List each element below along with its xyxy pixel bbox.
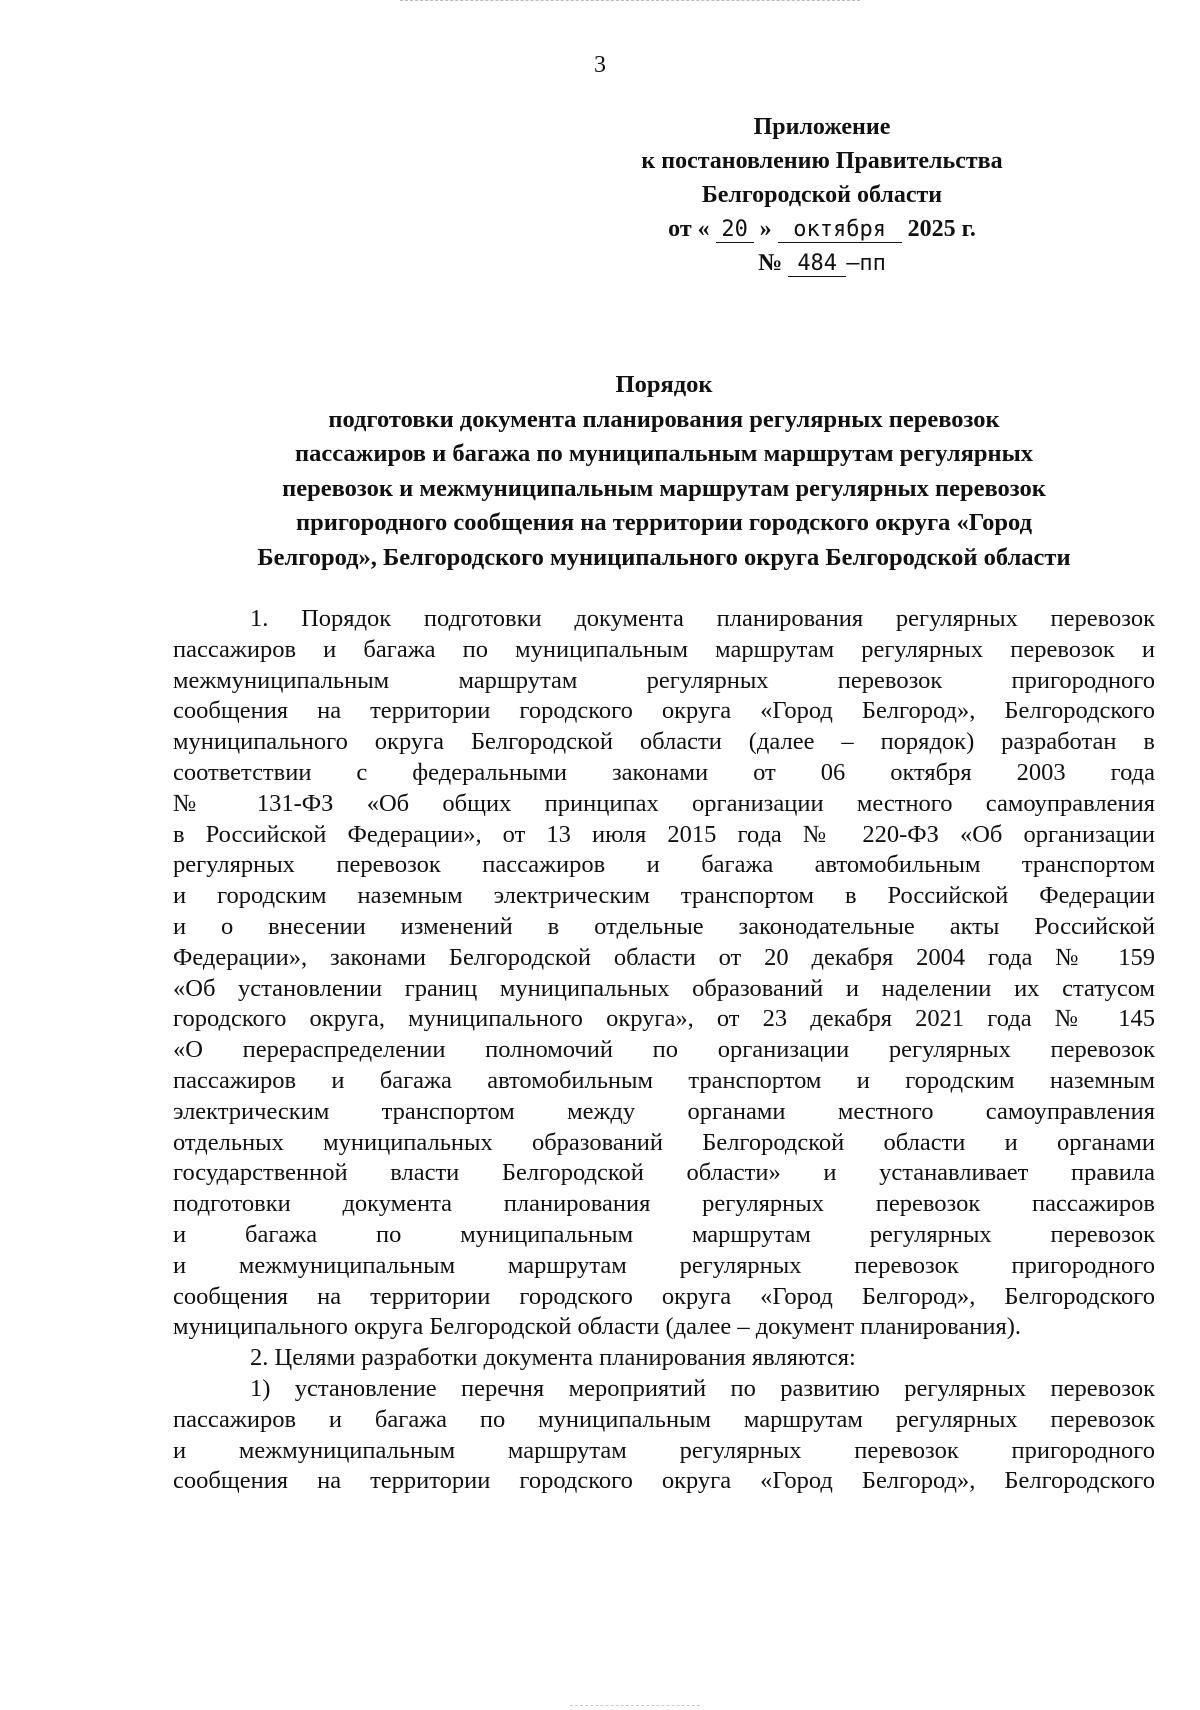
body-line: и межмуниципальным маршрутам регулярных перевозок пригородного (173, 1436, 1155, 1464)
number-prefix: № (758, 250, 783, 276)
body-line: сообщения на территории городского округа «Город Белгород», Белгородского (173, 1467, 1155, 1495)
body-line: регулярных перевозок пассажиров и багажа автомобильным транспортом (173, 851, 1155, 879)
body-line: и городским наземным электрическим транспортом в Российской Федерации (173, 882, 1155, 910)
appendix-region-label: Белгородской области (701, 182, 943, 208)
title-heading: Порядок (615, 371, 713, 398)
body-line: 1. Порядок подготовки документа планирования регулярных перевозок (250, 605, 1155, 632)
number-suffix: –пп (846, 251, 886, 276)
body-line: государственной власти Белгородской области» и устанавливает правила (173, 1159, 1155, 1187)
date-day-handwritten: 20 (716, 218, 754, 243)
body-line: «О перераспределении полномочий по организации регулярных перевозок (173, 1036, 1155, 1064)
appendix-label: Приложение (753, 114, 891, 140)
appendix-header (592, 110, 1052, 281)
body-line: и о внесении изменений в отдельные законодательные акты Российской (173, 912, 1155, 940)
body-line: отдельных муниципальных образований Белгородской области и органами (173, 1128, 1155, 1156)
body-line: пассажиров и багажа автомобильным транспортом и городским наземным (173, 1066, 1155, 1094)
body-line: № 131-ФЗ «Об общих принципах организации местного самоуправления (173, 789, 1155, 817)
body-line: электрическим транспортом между органами местного самоуправления (173, 1097, 1155, 1125)
body-line: и межмуниципальным маршрутам регулярных перевозок пригородного (173, 1251, 1155, 1279)
body-line: соответствии с федеральными законами от 06 октября 2003 года (173, 758, 1155, 786)
appendix-resolution-label: к постановлению Правительства (641, 148, 1003, 174)
date-month-handwritten: октября (778, 218, 902, 243)
body-line: межмуниципальным маршрутам регулярных перевозок пригородного (173, 666, 1155, 694)
appendix-date-line (592, 212, 1052, 246)
date-prefix: от « (668, 216, 710, 242)
appendix-number-line (592, 246, 1052, 281)
body-line: 2. Целями разработки документа планирования являются: (250, 1344, 856, 1372)
body-line: сообщения на территории городского округа «Город Белгород», Белгородского (173, 697, 1155, 725)
document-body (173, 604, 1155, 1497)
body-line: пассажиров и багажа по муниципальным маршрутам регулярных перевозок и (173, 635, 1155, 663)
number-value-handwritten: 484 (788, 252, 846, 277)
title-line: пригородного сообщения на территории городского округа «Город (295, 509, 1032, 537)
title-line: перевозок и межмуниципальным маршрутам регулярных перевозок (282, 474, 1046, 502)
body-line: и багажа по муниципальным маршрутам регулярных перевозок (173, 1220, 1155, 1248)
scan-edge-mark-top (400, 0, 860, 3)
title-line: Белгород», Белгородского муниципального округа Белгородской области (257, 543, 1071, 571)
title-line: пассажиров и багажа по муниципальным маршрутам регулярных (294, 440, 1034, 468)
body-line: сообщения на территории городского округа «Город Белгород», Белгородского (173, 1282, 1155, 1310)
body-line: муниципального округа Белгородской области (далее – документ планирования). (173, 1313, 1022, 1341)
body-line: муниципального округа Белгородской области (далее – порядок) разработан в (173, 728, 1155, 756)
body-line: в Российской Федерации», от 13 июля 2015 года № 220-ФЗ «Об организации (173, 820, 1155, 848)
body-line: 1) установление перечня мероприятий по развитию регулярных перевозок (250, 1374, 1155, 1402)
date-mid: » (759, 216, 772, 242)
body-line: городского округа, муниципального округа», от 23 декабря 2021 года № 145 (173, 1005, 1155, 1033)
date-year: 2025 г. (907, 216, 976, 242)
title-line: подготовки документа планирования регулярных перевозок (328, 405, 1000, 433)
document-title (168, 368, 1160, 576)
page-number: 3 (594, 52, 606, 78)
body-line: Федерации», законами Белгородской области от 20 декабря 2004 года № 159 (173, 943, 1155, 971)
body-line: пассажиров и багажа по муниципальным маршрутам регулярных перевозок (173, 1405, 1155, 1433)
body-line: «Об установлении границ муниципальных образований и наделении их статусом (173, 974, 1155, 1002)
body-line: подготовки документа планирования регулярных перевозок пассажиров (173, 1190, 1155, 1218)
scan-edge-mark-bottom (570, 1705, 700, 1708)
